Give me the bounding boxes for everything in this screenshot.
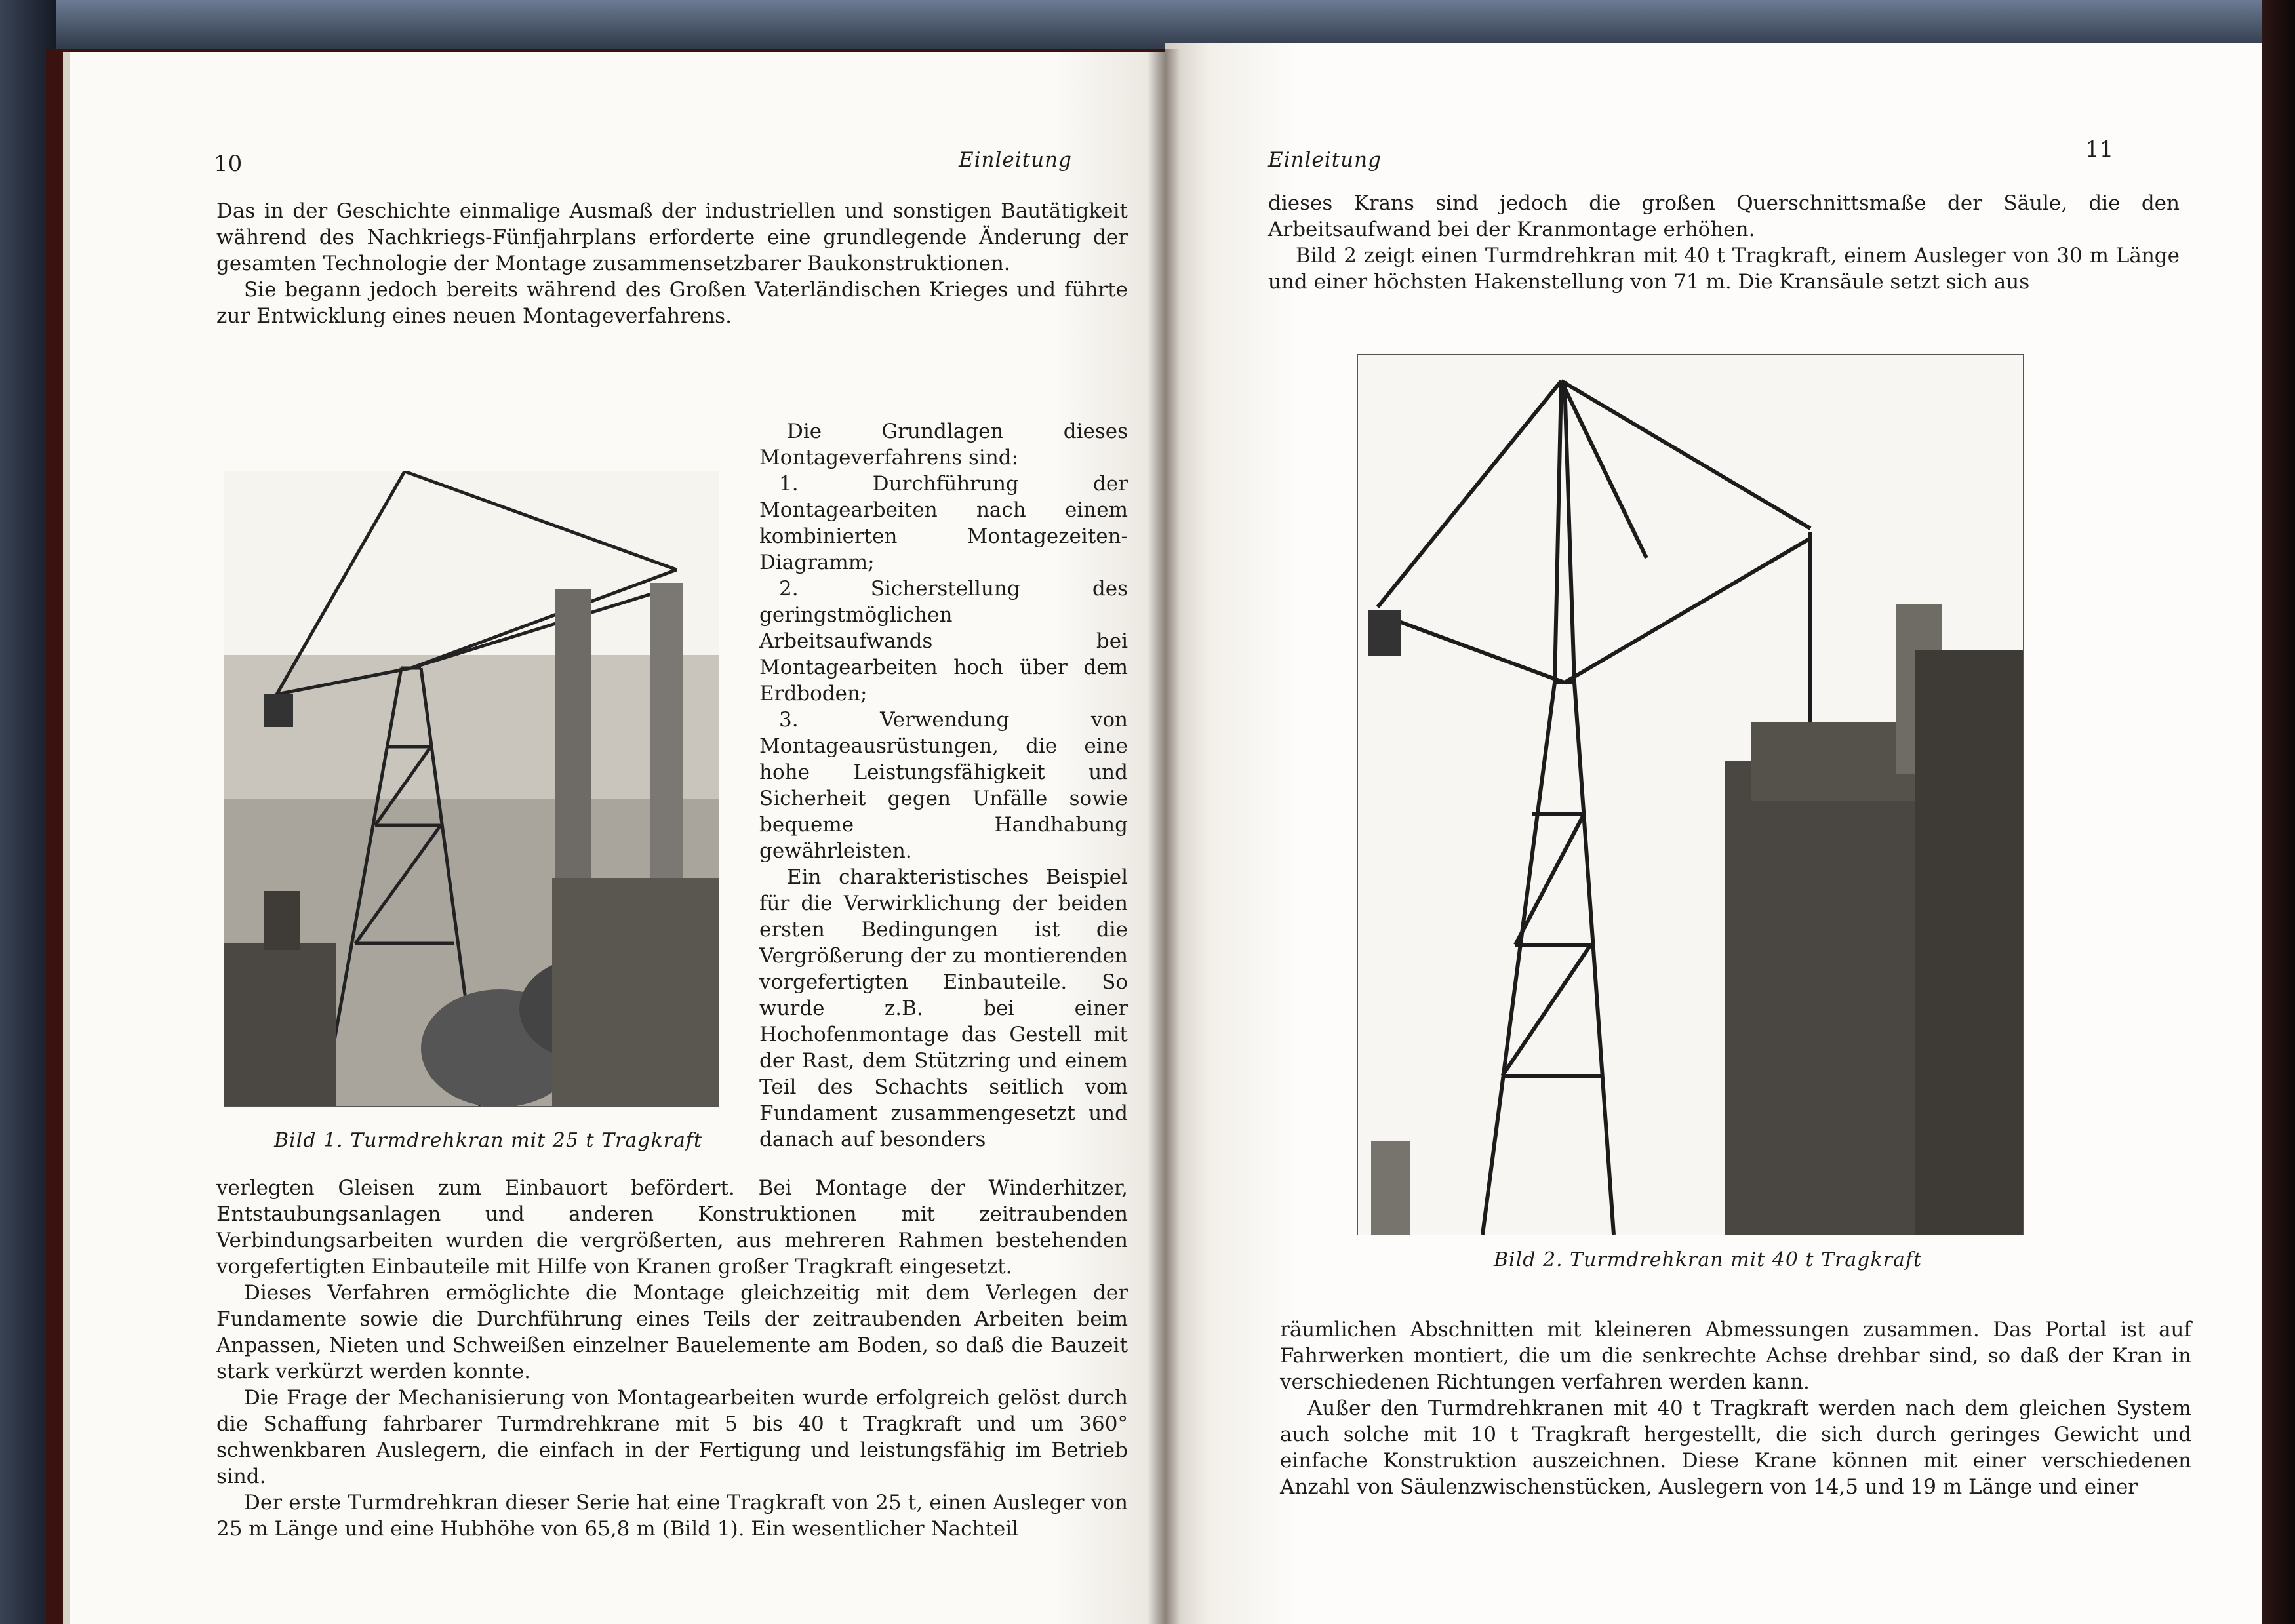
paragraph: Die Grundlagen dieses Montageverfahrens sind: <box>759 420 1128 469</box>
column-text <box>759 418 1128 1153</box>
intro-text <box>216 198 1128 329</box>
paragraph: Bild 2 zeigt einen Turmdrehkran mit 40 t Tragkraft, einem Ausleger von 30 m Länge und einer höchsten Hakenstellung von 71 m. Die Kransäule setzt sich aus <box>1268 244 2180 294</box>
figure-1-crane-photo <box>224 471 719 1107</box>
paragraph: Das in der Geschichte einmalige Ausmaß der industriellen und sonstigen Bautätigkeit während des Nachkriegs-Fünfjahrplans erforderte eine grundlegende Änderung der gesamten Technologie der Montage zusammensetzbarer Baukonstruktionen. <box>216 199 1128 275</box>
list-item: 3. Verwendung von Montageausrüstungen, die eine hohe Leistungsfähigkeit und Sicherheit gegen Unfälle sowie bequeme Handhabung gewährleisten. <box>759 708 1128 863</box>
running-head: Einleitung <box>959 148 1072 172</box>
top-text <box>1268 190 2180 295</box>
page-edge <box>63 52 70 1624</box>
figure-2-crane-photo <box>1357 354 2024 1235</box>
list-item: 1. Durchführung der Montagearbeiten nach einem kombinierten Montagezeiten-Diagramm; <box>759 472 1128 574</box>
page-number: 10 <box>214 151 243 177</box>
background-right <box>2262 0 2295 1624</box>
paragraph: Der erste Turmdrehkran dieser Serie hat eine Tragkraft von 25 t, einen Ausleger von 25 m Länge und eine Hubhöhe von 65,8 m (Bild 1). Ein wesentlicher Nachteil <box>216 1491 1128 1541</box>
right-page <box>1165 43 2262 1624</box>
crane-40t-illustration <box>1358 355 2023 1235</box>
paragraph: Dieses Verfahren ermöglichte die Montage gleichzeitig mit dem Verlegen der Fundamente sowie die Durchführung eines Teils der zeitraubenden Arbeiten beim Anpassen, Nieten und Schweißen einzelner Bauelemente am Boden, so daß die Bauzeit stark verkürzt werden konnte. <box>216 1281 1128 1383</box>
crane-25t-illustration <box>224 471 719 1106</box>
paragraph: Die Frage der Mechanisierung von Montagearbeiten wurde erfolgreich gelöst durch die Schaffung fahrbarer Turmdrehkrane mit 5 bis 40 t Tragkraft und um 360° schwenkbaren Auslegern, die einfach in der Fertigung und leistungsfähig im Betrieb sind. <box>216 1386 1128 1488</box>
bottom-text <box>1280 1317 2191 1500</box>
figure-1-caption: Bild 1. Turmdrehkran mit 25 t Tragkraft <box>274 1129 703 1152</box>
running-head: Einleitung <box>1268 148 1382 172</box>
paragraph: Ein charakteristisches Beispiel für die Verwirklichung der beiden ersten Bedingungen ist die Vergrößerung der zu montierenden vorgefertigten Einbauteile. So wurde z.B. bei einer Hochofenmontage das Gestell mit der Rast, dem Stützring und einem Teil des Schachts seitlich vom Fundament zusammengesetzt und danach auf besonders <box>759 865 1128 1151</box>
paragraph: dieses Krans sind jedoch die großen Querschnittsmaße der Säule, die den Arbeitsaufwand bei der Kranmontage erhöhen. <box>1268 191 2180 241</box>
continuation-text <box>216 1175 1128 1542</box>
figure-2-caption: Bild 2. Turmdrehkran mit 40 t Tragkraft <box>1494 1248 1923 1271</box>
list-item: 2. Sicherstellung des geringstmöglichen Arbeitsaufwands bei Montagearbeiten hoch über dem Erdboden; <box>759 577 1128 705</box>
paragraph: räumlichen Abschnitten mit kleineren Abmessungen zusammen. Das Portal ist auf Fahrwerken montiert, die um die senkrechte Achse drehbar sind, so daß der Kran in verschiedenen Richtungen verfahren werden kann. <box>1280 1318 2191 1394</box>
left-page <box>63 52 1165 1624</box>
paragraph: Sie begann jedoch bereits während des Großen Vaterländischen Krieges und führte zur Entwicklung eines neuen Montageverfahrens. <box>216 278 1128 328</box>
paragraph: verlegten Gleisen zum Einbauort befördert. Bei Montage der Winderhitzer, Entstaubungsanlagen und anderen Konstruktionen mit zeitraubenden Verbindungsarbeiten wurden die vergrößerten, aus mehreren Rahmen bestehenden vorgefertigten Einbauteile mit Hilfe von Kranen großer Tragkraft eingesetzt. <box>216 1176 1128 1278</box>
book-gutter <box>1148 49 1180 1624</box>
paragraph: Außer den Turmdrehkranen mit 40 t Tragkraft werden nach dem gleichen System auch solche mit 10 t Tragkraft hergestellt, die sich durch geringes Gewicht und einfache Konstruktion auszeichnen. Diese Krane können mit einer verschiedenen Anzahl von Säulenzwischenstücken, Auslegern von 14,5 und 19 m Länge und einer <box>1280 1396 2191 1499</box>
page-number: 11 <box>2085 136 2114 163</box>
